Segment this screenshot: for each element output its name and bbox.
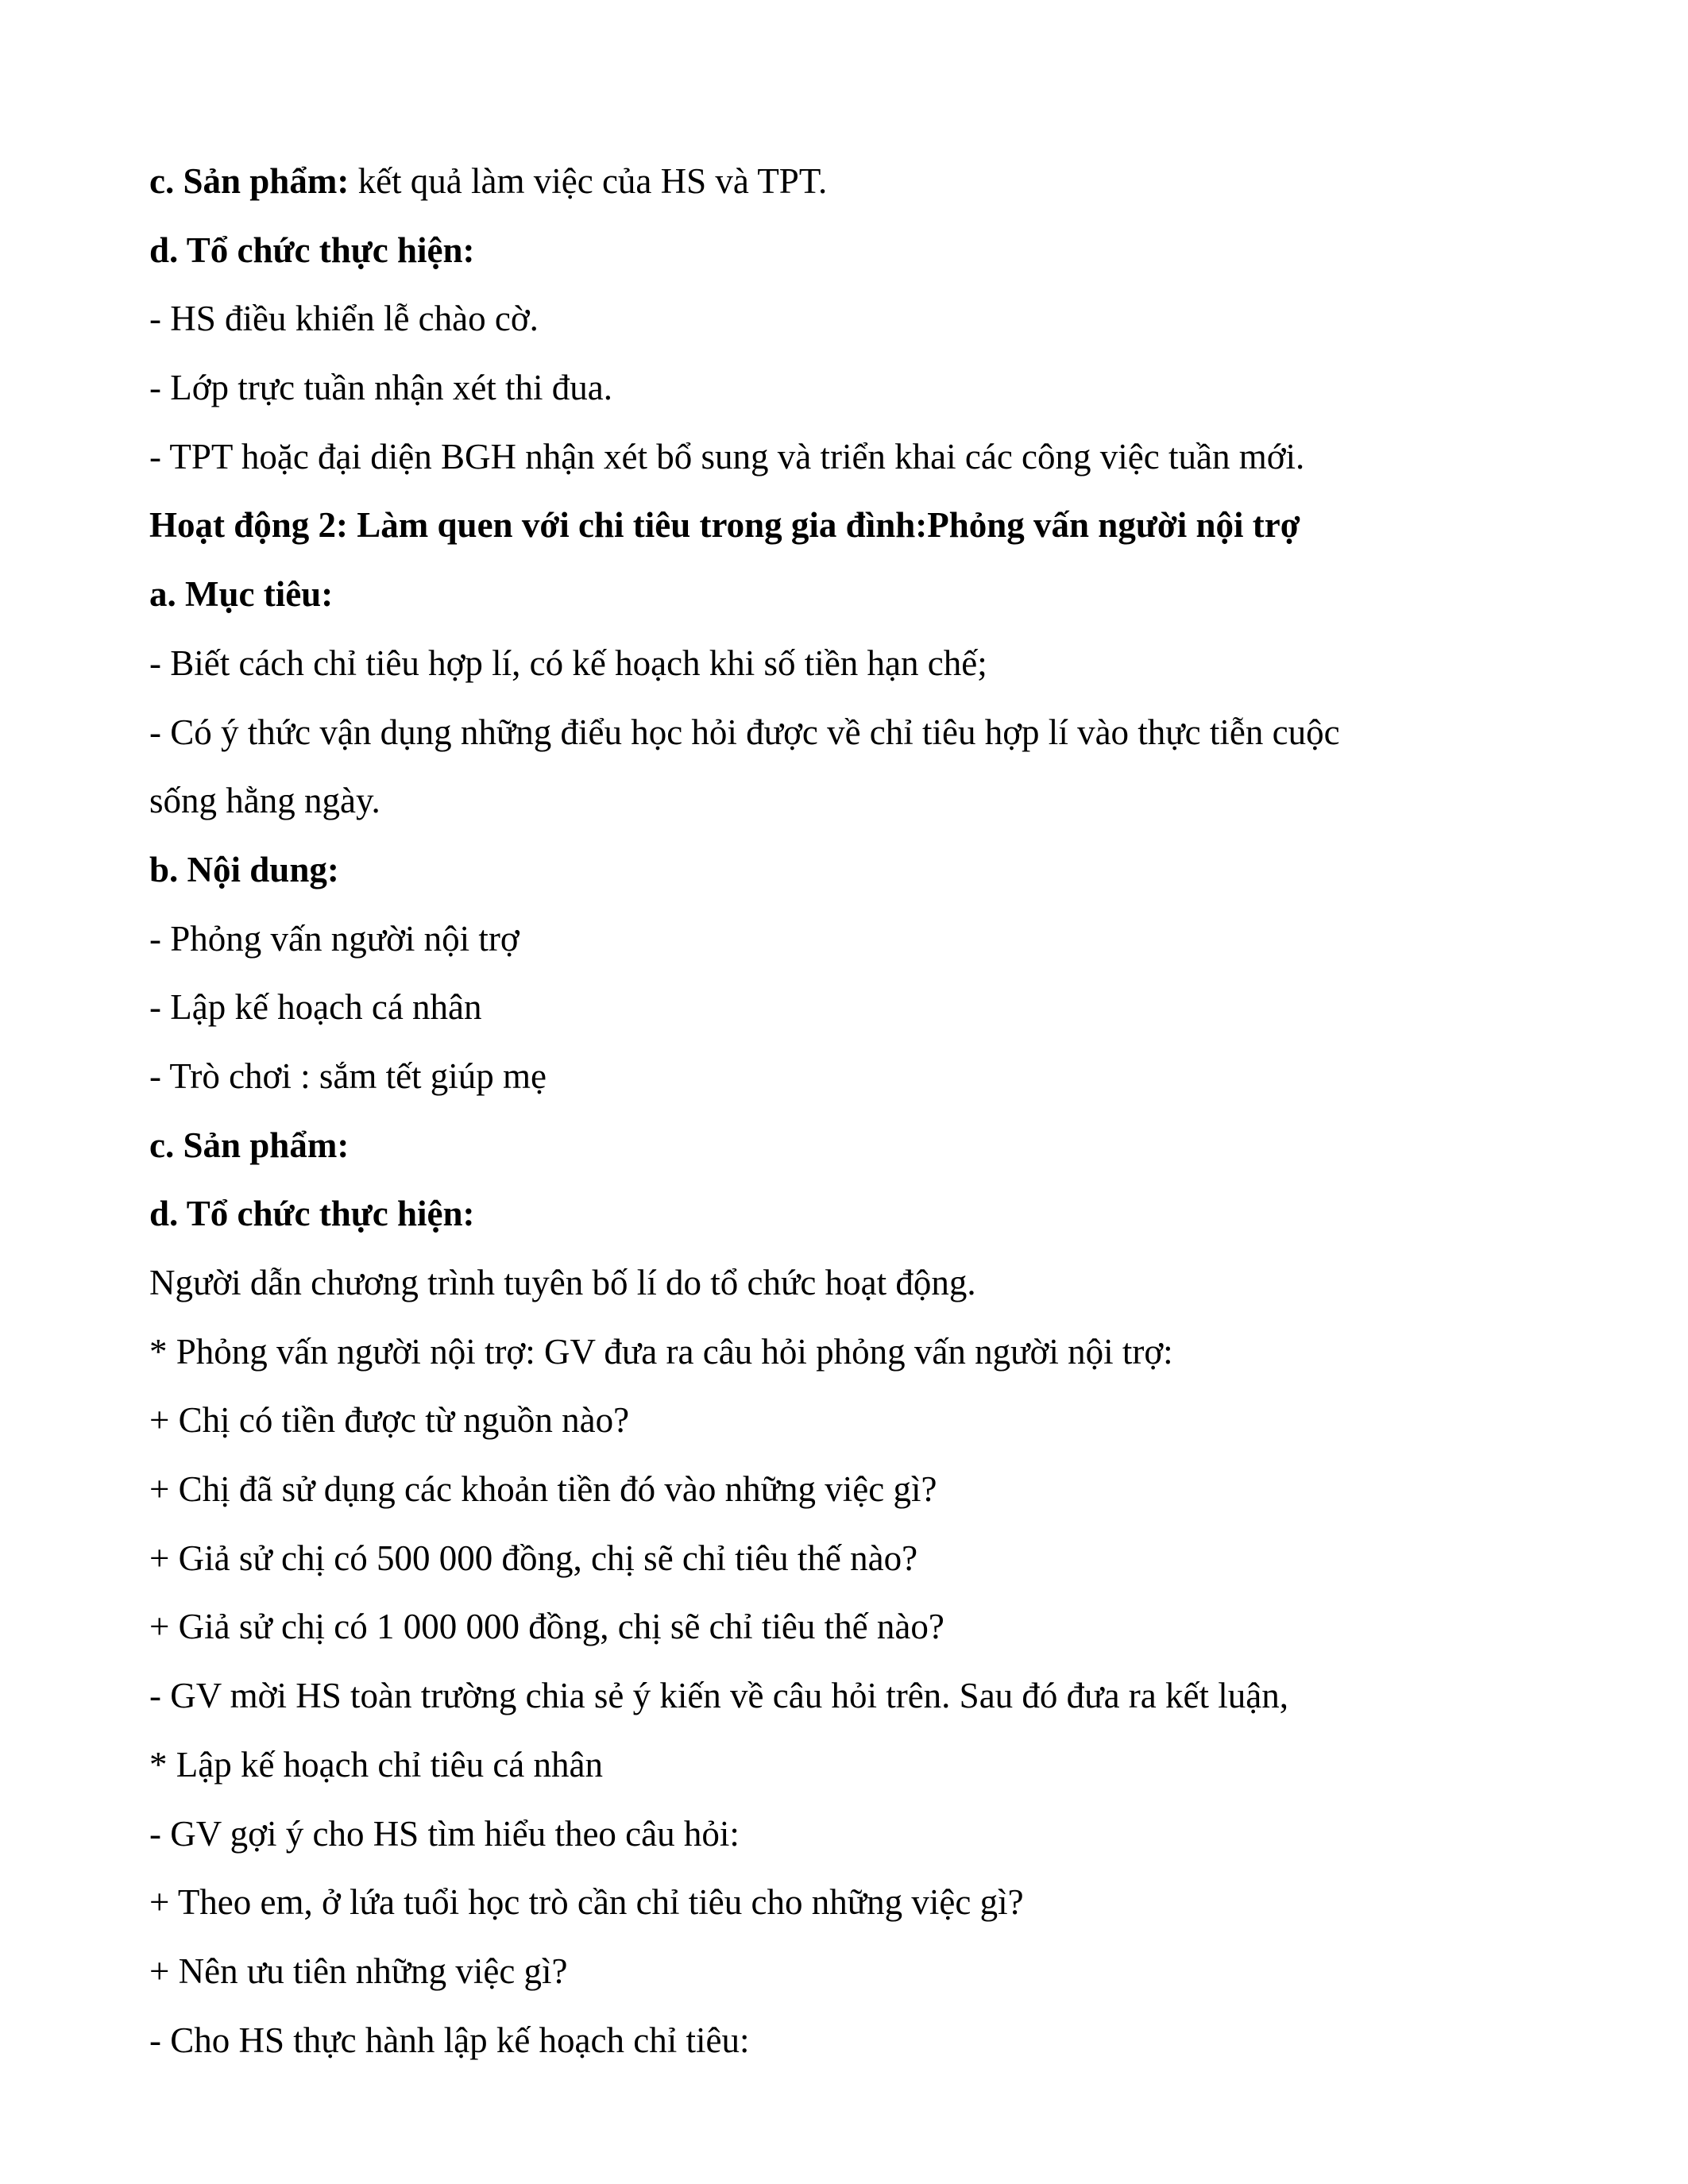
document-line	[149, 698, 1603, 767]
document-line	[149, 353, 1603, 423]
document-line	[149, 1248, 1603, 1318]
line-body-text: Người dẫn chương trình tuyên bố lí do tổ chức hoạt động.	[149, 1263, 976, 1302]
document-line	[149, 1042, 1603, 1111]
document-line	[149, 1179, 1603, 1248]
line-heading-text: c. Sản phẩm:	[149, 161, 350, 201]
line-body-text: - Trò chơi : sắm tết giúp mẹ	[149, 1055, 547, 1096]
line-body-text: + Chị đã sử dụng các khoản tiền đó vào những việc gì?	[149, 1469, 937, 1510]
line-body-text: + Giả sử chị có 500 000 đồng, chị sẽ chỉ tiêu thế nào?	[149, 1538, 918, 1578]
document-line	[149, 973, 1603, 1042]
line-body-text: - TPT hoặc đại diện BGH nhận xét bổ sung và triển khai các công việc tuần mới.	[149, 436, 1305, 477]
document-line	[149, 1111, 1603, 1180]
document-body	[149, 147, 1603, 2074]
line-body-text: + Nên ưu tiên những việc gì?	[149, 1951, 568, 1991]
line-body-text: * Lập kế hoạch chỉ tiêu cá nhân	[149, 1744, 604, 1785]
line-body-text: - Biết cách chỉ tiêu hợp lí, có kế hoạch khi số tiền hạn chế;	[149, 642, 987, 683]
line-body-text: - Có ý thức vận dụng những điểu học hỏi được về chỉ tiêu hợp lí vào thực tiễn cuộc	[149, 712, 1340, 752]
line-heading-text: b. Nội dung:	[149, 849, 339, 889]
line-body-text: - GV mời HS toàn trường chia sẻ ý kiến về câu hỏi trên. Sau đó đưa ra kết luận,	[149, 1676, 1288, 1716]
document-line	[149, 1800, 1603, 1869]
line-heading-text: d. Tổ chức thực hiện:	[149, 230, 475, 270]
document-line	[149, 284, 1603, 353]
document-line	[149, 423, 1603, 492]
document-line	[149, 1937, 1603, 2006]
document-line	[149, 1592, 1603, 1661]
document-line	[149, 1318, 1603, 1387]
document-line	[149, 1524, 1603, 1593]
document-line	[149, 1868, 1603, 1937]
line-heading-text: d. Tổ chức thực hiện:	[149, 1194, 475, 1234]
line-body-text: kết quả làm việc của HS và TPT.	[349, 161, 828, 201]
document-line	[149, 1661, 1603, 1731]
line-body-text: * Phỏng vấn người nội trợ: GV đưa ra câu hỏi phỏng vấn người nội trợ:	[149, 1331, 1173, 1372]
line-body-text: + Chị có tiền được từ nguồn nào?	[149, 1400, 630, 1441]
line-body-text: + Theo em, ở lứa tuổi học trò cần chỉ tiêu cho những việc gì?	[149, 1882, 1024, 1923]
line-body-text: - Cho HS thực hành lập kế hoạch chỉ tiêu:	[149, 2020, 750, 2060]
line-body-text: - Phỏng vấn người nội trợ	[149, 918, 520, 959]
document-line	[149, 216, 1603, 285]
document-line	[149, 835, 1603, 905]
line-body-text: - HS điều khiển lễ chào cờ.	[149, 299, 539, 339]
line-body-text: - Lập kế hoạch cá nhân	[149, 987, 482, 1028]
line-body-text: sống hằng ngày.	[149, 781, 380, 821]
document-line	[149, 1455, 1603, 1524]
document-line	[149, 1731, 1603, 1800]
line-heading-text: a. Mục tiêu:	[149, 574, 334, 615]
document-line	[149, 560, 1603, 629]
line-body-text: - Lớp trực tuần nhận xét thi đua.	[149, 368, 613, 408]
document-line	[149, 1386, 1603, 1455]
document-line	[149, 766, 1603, 835]
line-body-text: - GV gợi ý cho HS tìm hiểu theo câu hỏi:	[149, 1813, 740, 1854]
document-line	[149, 147, 1603, 216]
document-line	[149, 629, 1603, 698]
line-body-text: + Giả sử chị có 1 000 000 đồng, chị sẽ chỉ tiêu thế nào?	[149, 1607, 944, 1647]
document-line	[149, 905, 1603, 974]
line-heading-text: Hoạt động 2: Làm quen với chi tiêu trong gia đình:Phỏng vấn người nội trợ	[149, 505, 1300, 546]
line-heading-text: c. Sản phẩm:	[149, 1125, 350, 1165]
document-line	[149, 2006, 1603, 2075]
document-line	[149, 491, 1603, 560]
